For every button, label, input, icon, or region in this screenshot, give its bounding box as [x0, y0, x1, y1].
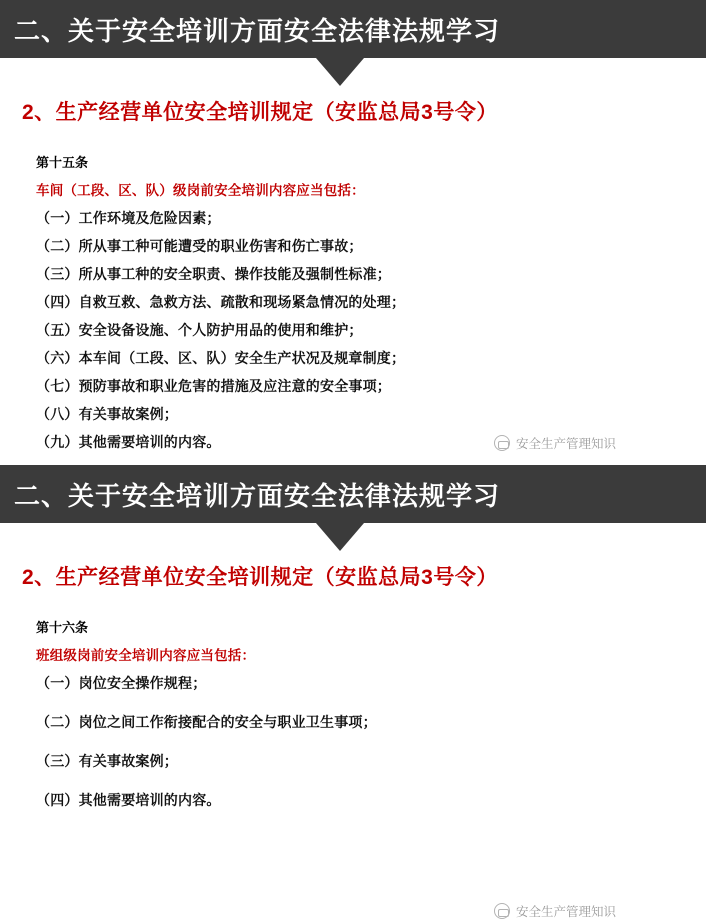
- list-item: （三）所从事工种的安全职责、操作技能及强制性标准；: [36, 266, 391, 282]
- slide-1-body: [0, 152, 706, 452]
- slide-2-lead-text: 班组级岗前安全培训内容应当包括：: [36, 648, 256, 663]
- watermark-slide-2: [494, 902, 616, 920]
- slide-2-article-number: 第十六条: [36, 620, 89, 635]
- list-item: （二）所从事工种可能遭受的职业伤害和伤亡事故；: [36, 238, 363, 254]
- slide-2-banner-arrow: [316, 523, 364, 551]
- list-item: （五）安全设备设施、个人防护用品的使用和维护；: [36, 322, 363, 338]
- slide-1-banner-title: 二、关于安全培训方面安全法律法规学习: [14, 15, 501, 46]
- list-item: （一）工作环境及危险因素；: [36, 210, 221, 226]
- watermark-slide-1: [494, 434, 616, 452]
- watermark-text: 安全生产管理知识: [516, 905, 617, 919]
- wechat-icon: [494, 903, 510, 919]
- slide-2-banner: [0, 465, 706, 523]
- slide-1-banner: [0, 0, 706, 58]
- list-item: （八）有关事故案例；: [36, 406, 178, 422]
- slide-1-subtitle: 2、生产经营单位安全培训规定（安监总局3号令）: [22, 101, 498, 124]
- list-item: （一）岗位安全操作规程；: [36, 675, 207, 691]
- slide-1-lead-text: 车间（工段、区、队）级岗前安全培训内容应当包括：: [36, 183, 365, 198]
- list-item: （三）有关事故案例；: [36, 753, 178, 769]
- watermark-text: 安全生产管理知识: [516, 437, 617, 451]
- wechat-icon: [494, 435, 510, 451]
- list-item: （四）自救互救、急救方法、疏散和现场紧急情况的处理；: [36, 294, 406, 310]
- slide-2-subtitle: 2、生产经营单位安全培训规定（安监总局3号令）: [22, 566, 498, 589]
- slide-2-body: [0, 617, 706, 810]
- list-item: （二）岗位之间工作衔接配合的安全与职业卫生事项；: [36, 714, 377, 730]
- list-item: （四）其他需要培训的内容。: [36, 792, 221, 808]
- list-item: （九）其他需要培训的内容。: [36, 434, 221, 450]
- list-item: （七）预防事故和职业危害的措施及应注意的安全事项；: [36, 378, 391, 394]
- slide-2-banner-title: 二、关于安全培训方面安全法律法规学习: [14, 480, 501, 511]
- slide-2: [0, 465, 706, 920]
- list-item: （六）本车间（工段、区、队）安全生产状况及规章制度；: [36, 350, 406, 366]
- slide-1-banner-arrow: [316, 58, 364, 86]
- slide-1-article-number: 第十五条: [36, 155, 89, 170]
